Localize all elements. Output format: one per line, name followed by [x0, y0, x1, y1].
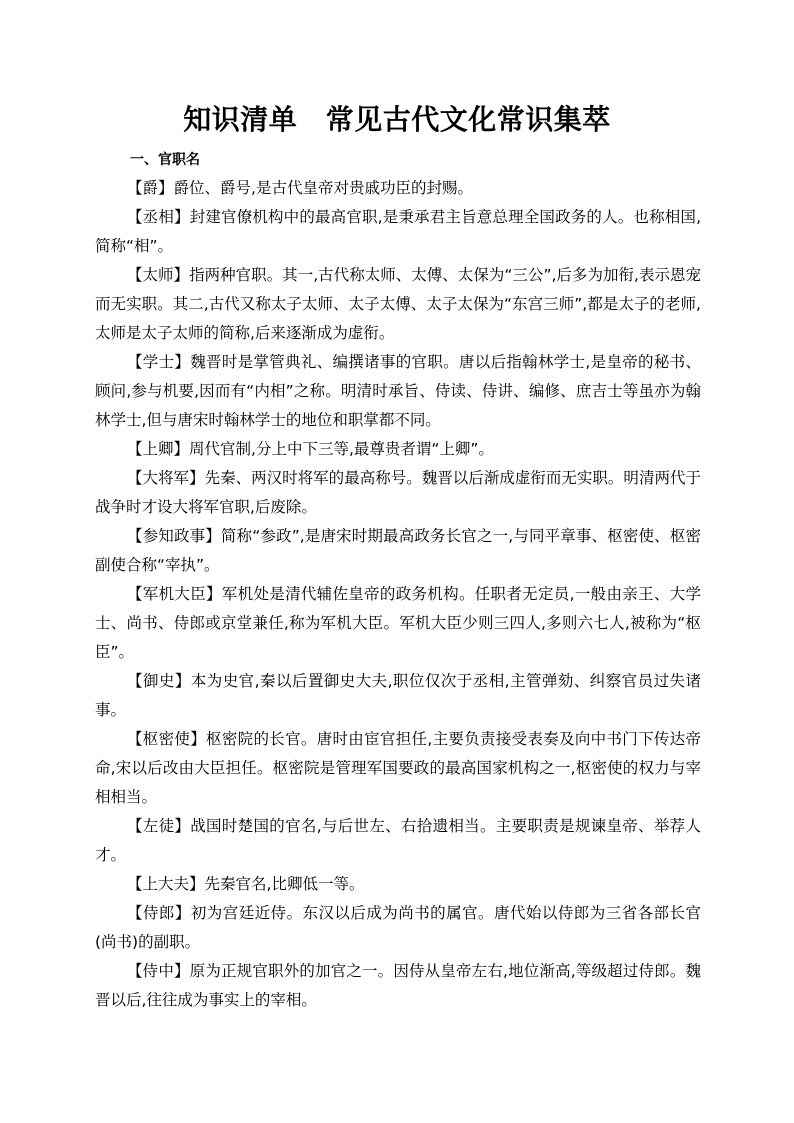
entry-text: 简称“参政”,是唐宋时期最高政务长官之一,与同平章事、枢密使、枢密副使合称“宰执”。 [95, 527, 701, 574]
entry-term: 【大将军】 [127, 469, 205, 487]
entry-text: 魏晋时是掌管典礼、编撰诸事的官职。唐以后指翰林学士,是皇帝的秘书、顾问,参与机要,因而有“内相”之称。明清时承旨、侍读、侍讲、编修、庶吉士等虽亦为翰林学士,但与唐宋时翰林学士的地位和职掌都不同。 [95, 353, 701, 429]
entry-text: 初为宫廷近侍。东汉以后成为尚书的属官。唐代始以侍郎为三省各部长官(尚书)的副职。 [95, 904, 701, 951]
entry-text: 先秦官名,比卿低一等。 [204, 875, 365, 893]
entry-paragraph [95, 580, 701, 667]
entry-term: 【军机大臣】 [127, 585, 222, 603]
entry-paragraph [95, 203, 701, 261]
entry-paragraph [95, 348, 701, 435]
entry-term: 【上大夫】 [127, 875, 205, 893]
entry-paragraph [95, 812, 701, 870]
entry-paragraph [95, 174, 701, 203]
entry-term: 【丞相】 [127, 208, 190, 226]
entry-term: 【侍郎】 [127, 904, 191, 922]
entry-term: 【参知政事】 [127, 527, 221, 545]
entry-paragraph [95, 899, 701, 957]
entry-text: 军机处是清代辅佐皇帝的政务机构。任职者无定员,一般由亲王、大学士、尚书、侍郎或京堂兼任,称为军机大臣。军机大臣少则三四人,多则六七人,被称为“枢臣”。 [95, 585, 701, 661]
entry-paragraph [95, 725, 701, 812]
entry-term: 【御史】 [127, 672, 191, 690]
entry-paragraph [95, 957, 701, 1015]
entry-text: 原为正规官职外的加官之一。因侍从皇帝左右,地位渐高,等级超过侍郎。魏晋以后,往往成为事实上的宰相。 [95, 962, 701, 1009]
entry-text: 爵位、爵号,是古代皇帝对贵戚功臣的封赐。 [173, 179, 473, 197]
entry-paragraph [95, 261, 701, 348]
entry-term: 【左徒】 [127, 817, 191, 835]
entry-term: 【上卿】 [127, 440, 190, 458]
entry-term: 【学士】 [127, 353, 191, 371]
entry-text: 战国时楚国的官名,与后世左、右拾遗相当。主要职责是规谏皇帝、举荐人才。 [95, 817, 701, 864]
entry-term: 【侍中】 [127, 962, 190, 980]
entry-term: 【枢密使】 [127, 730, 207, 748]
entry-text: 枢密院的长官。唐时由宦官担任,主要负责接受表奏及向中书门下传达帝命,宋以后改由大臣担任。枢密院是管理军国要政的最高国家机构之一,枢密使的权力与宰相相当。 [95, 730, 701, 806]
entry-text: 先秦、两汉时将军的最高称号。魏晋以后渐成虚衔而无实职。明清两代于战争时才设大将军官职,后废除。 [95, 469, 701, 516]
entry-list [95, 174, 701, 1015]
entry-text: 周代官制,分上中下三等,最尊贵者谓“上卿”。 [189, 440, 494, 458]
entry-paragraph [95, 870, 701, 899]
section-heading: 一、官职名 [130, 152, 200, 168]
entry-term: 【太师】 [127, 266, 190, 284]
entry-text: 指两种官职。其一,古代称太师、太傅、太保为“三公”,后多为加衔,表示恩宠而无实职。其二,古代又称太子太师、太子太傅、太子太保为“东宫三师”,都是太子的老师,太师是太子太师的简称,后来逐渐成为虚衔。 [95, 266, 701, 342]
entry-text: 本为史官,秦以后置御史大夫,职位仅次于丞相,主管弹劾、纠察官员过失诸事。 [95, 672, 701, 719]
entry-text: 封建官僚机构中的最高官职,是秉承君主旨意总理全国政务的人。也称相国,简称“相”。 [95, 208, 701, 255]
entry-paragraph [95, 464, 701, 522]
page-title: 知识清单 常见古代文化常识集萃 [183, 103, 611, 136]
entry-paragraph [95, 667, 701, 725]
entry-paragraph [95, 435, 701, 464]
entry-paragraph [95, 522, 701, 580]
entry-term: 【爵】 [127, 179, 174, 197]
